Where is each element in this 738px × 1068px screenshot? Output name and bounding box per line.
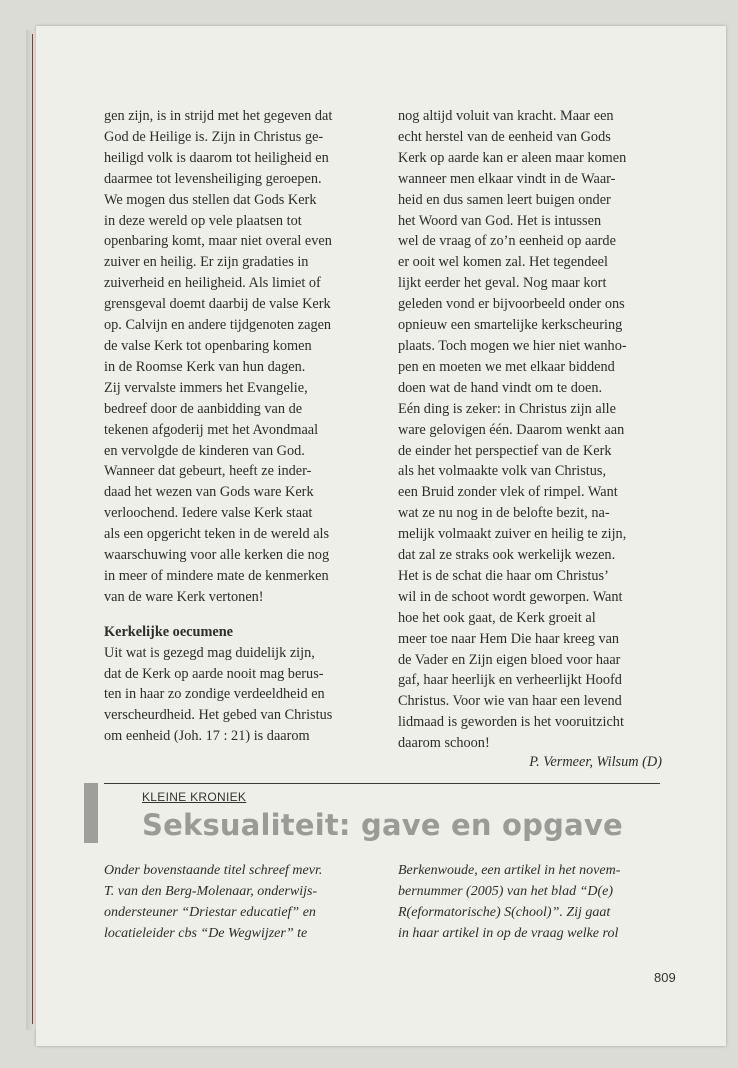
text-line: locatieleider cbs “De Wegwijzer” te	[104, 926, 308, 941]
text-line: daarom schoon!	[398, 735, 490, 752]
subheading: Kerkelijke oecumene	[104, 623, 234, 640]
text-line: melijk volmaakt zuiver en heilig te zijn,	[398, 526, 627, 543]
text-line: hoe het ook gaat, de Kerk groeit al	[398, 609, 596, 626]
left-column	[104, 106, 366, 747]
text-line: de Vader en Zijn eigen bloed voor haar	[398, 651, 621, 668]
text-line: tekenen afgoderij met het Avondmaal	[104, 421, 319, 438]
intro-right-column	[398, 860, 620, 944]
text-line: wat ze nu nog in de belofte bezit, na-	[398, 505, 610, 522]
text-line: ondersteuner “Driestar educatief” en	[104, 905, 316, 920]
text-line: dat zal ze straks ook werkelijk wezen.	[398, 547, 616, 564]
article-headline: Seksualiteit: gave en opgave	[142, 808, 623, 842]
text-line: God de Heilige is. Zijn in Christus ge-	[104, 128, 324, 145]
text-line: verloochend. Iedere valse Kerk staat	[104, 505, 313, 522]
text-line: daarmee tot levensheiliging geroepen.	[104, 170, 322, 187]
text-line: op. Calvijn en andere tijdgenoten zagen	[104, 317, 332, 334]
text-line: om eenheid (Joh. 17 : 21) is daarom	[104, 728, 310, 745]
text-line: in de Roomse Kerk van hun dagen.	[104, 358, 306, 375]
text-line: heid en dus samen leert buigen onder	[398, 191, 611, 208]
text-line: Berkenwoude, een artikel in het novem-	[398, 863, 621, 878]
text-line: zuiverheid en heiligheid. Als limiet of	[104, 275, 321, 292]
text-line: opnieuw een smartelijke kerkscheuring	[398, 317, 623, 334]
text-line: zuiver en heilig. Er zijn gradaties in	[104, 254, 309, 271]
paragraph-gap	[104, 608, 366, 622]
text-line: gen zijn, is in strijd met het gegeven dat	[104, 108, 333, 124]
text-line: ten in haar zo zondige verdeeldheid en	[104, 686, 325, 703]
intro-left-column	[104, 860, 322, 944]
text-line: lijkt eerder het geval. Nog maar kort	[398, 275, 607, 292]
text-line: plaats. Toch mogen we hier niet wanho-	[398, 337, 627, 354]
binding-spine	[26, 30, 36, 1030]
text-line: in haar artikel in op de vraag welke rol	[398, 926, 619, 941]
text-line: als het volmaakte volk van Christus,	[398, 463, 607, 480]
text-line: geleden vond er bijvoorbeeld onder ons	[398, 296, 625, 313]
text-line: grensgeval doemt daarbij de valse Kerk	[104, 296, 331, 313]
text-line: er ooit wel komen zal. Het tegendeel	[398, 254, 608, 271]
text-line: gaf, haar heerlijk en verheerlijkt Hoofd	[398, 672, 622, 689]
text-line: openbaring komt, maar niet overal even	[104, 233, 332, 250]
page-number: 809	[654, 970, 676, 985]
text-line: R(eformatorische) S(chool)”. Zij gaat	[398, 905, 611, 920]
text-line: dat de Kerk op aarde nooit mag berus-	[104, 665, 324, 682]
text-line: wil in de schoot wordt geworpen. Want	[398, 588, 623, 605]
text-line: van de ware Kerk vertonen!	[104, 588, 264, 605]
text-line: een Bruid zonder vlek of rimpel. Want	[398, 484, 618, 501]
text-line: in meer of mindere mate de kenmerken	[104, 567, 329, 584]
text-line: bernummer (2005) van het blad “D(e)	[398, 884, 614, 899]
text-line: daad het wezen van Gods ware Kerk	[104, 484, 314, 501]
section-divider	[104, 783, 660, 784]
author-signature: P. Vermeer, Wilsum (D)	[529, 754, 662, 770]
text-line: Het is de schat die haar om Christus’	[398, 567, 609, 584]
text-line: het Woord van God. Het is intussen	[398, 212, 602, 229]
text-line: in deze wereld op vele plaatsen tot	[104, 212, 302, 229]
text-line: T. van den Berg-Molenaar, onderwijs-	[104, 884, 318, 899]
text-line: nog altijd voluit van kracht. Maar een	[398, 108, 614, 124]
text-line: verscheurdheid. Het gebed van Christus	[104, 707, 333, 724]
text-line: meer toe naar Hem Die haar kreeg van	[398, 630, 620, 647]
text-line: doen wat de hand vindt om te doen.	[398, 379, 603, 396]
text-line: Christus. Voor wie van haar een levend	[398, 693, 622, 710]
text-line: We mogen dus stellen dat Gods Kerk	[104, 191, 317, 208]
section-kicker: KLEINE KRONIEK	[142, 790, 247, 804]
text-line: en vervolgde de kinderen van God.	[104, 442, 305, 459]
text-line: Uit wat is gezegd mag duidelijk zijn,	[104, 644, 315, 661]
text-line: echt herstel van de eenheid van Gods	[398, 128, 611, 145]
text-line: wanneer men elkaar vindt in de Waar-	[398, 170, 616, 187]
text-line: als een opgericht teken in de wereld als	[104, 526, 330, 543]
text-line: Kerk op aarde kan er aleen maar komen	[398, 149, 627, 166]
section-marker-block	[84, 783, 98, 843]
text-line: Zij vervalste immers het Evangelie,	[104, 379, 308, 396]
text-line: de valse Kerk tot openbaring komen	[104, 337, 312, 354]
text-line: ware gelovigen één. Daarom wenkt aan	[398, 421, 625, 438]
text-line: lidmaad is geworden is het vooruitzicht	[398, 714, 624, 731]
text-line: Wanneer dat gebeurt, heeft ze inder-	[104, 463, 312, 480]
text-line: waarschuwing voor alle kerken die nog	[104, 547, 330, 564]
text-line: de einder het perspectief van de Kerk	[398, 442, 612, 459]
left-paragraph-2	[104, 643, 366, 748]
right-column	[398, 106, 662, 754]
text-line: pen en moeten we met elkaar biddend	[398, 358, 615, 375]
text-line: heiligd volk is daarom tot heiligheid en	[104, 149, 329, 166]
text-line: Eén ding is zeker: in Christus zijn alle	[398, 400, 616, 417]
left-paragraph-1	[104, 106, 366, 608]
text-line: bedreef door de aanbidding van de	[104, 400, 303, 417]
binding-thread	[32, 34, 33, 1024]
text-line: wel de vraag of zo’n eenheid op aarde	[398, 233, 616, 250]
text-line: Onder bovenstaande titel schreef mevr.	[104, 863, 323, 878]
